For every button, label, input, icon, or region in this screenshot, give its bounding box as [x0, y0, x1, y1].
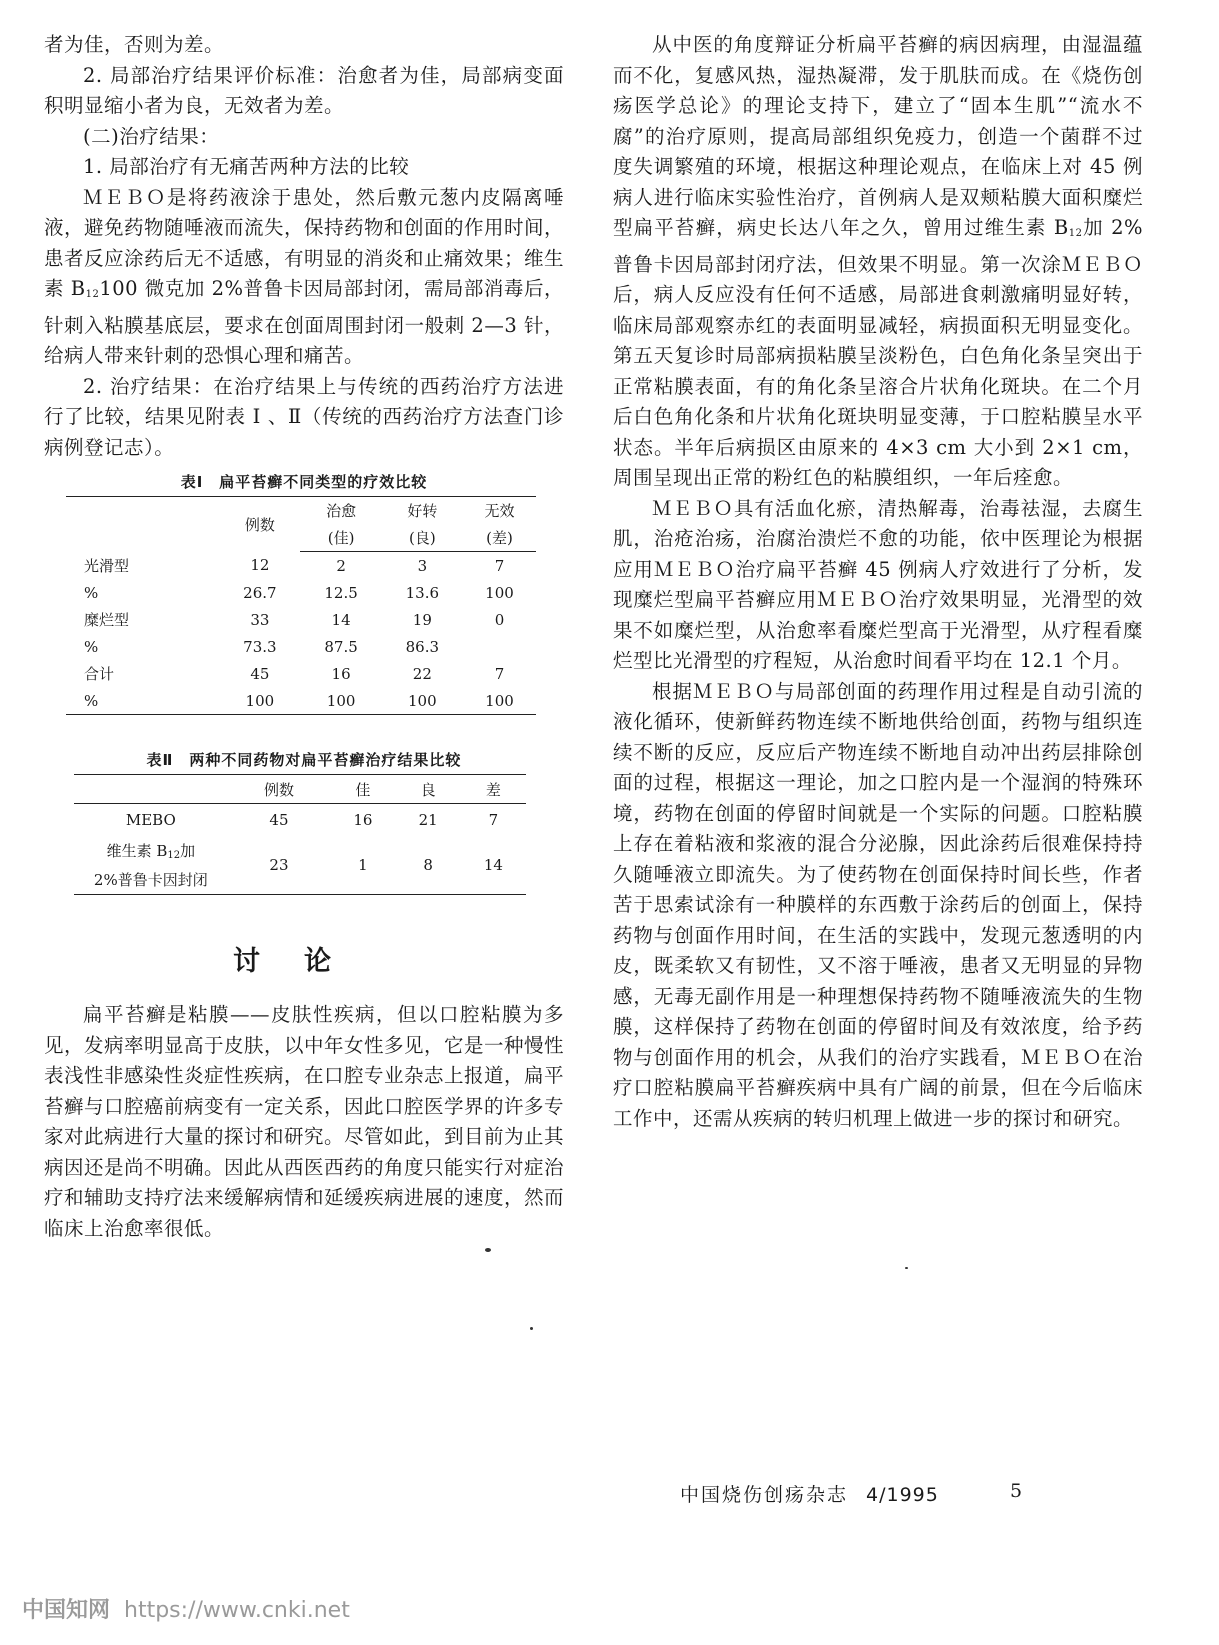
journal-footer [680, 1480, 939, 1507]
table-header-cell: 佳 [330, 775, 395, 804]
text-span: 从中医的角度辩证分析扁平苔癣的病因病理，由湿温蕴而不化，复感风热，湿热凝滞，发于肌肤而成。在《烧伤创疡医学总论》的理论支持下，建立了“固本生肌”“流水不腐”的治疗原则，提高局部组织免疫力，创造一个菌群不过度失调繁殖的环境，根据这种理论观点，在临床上对 45 例病人进行临床实验性治疗，首例病人是双颊粘膜大面积糜烂型扁平苔癣，病史长达八年之久，曾用过维生素 B [613, 33, 1143, 239]
table-header-cell: 差 [461, 775, 526, 804]
row-label [74, 836, 228, 895]
row-label: 光滑型 [84, 556, 130, 575]
table-row [66, 579, 536, 606]
right-column [613, 30, 1143, 1134]
text-span: ＭＥＢＯ是将药液涂于患处，然后敷元葱内皮隔离唾液，避免药物随唾液而流失，保持药物和创面的作用时间，患者反应涂药后无不适感，有明显的消炎和止痛效果；维生素 B [44, 185, 565, 300]
row-label: MEBO [125, 811, 176, 829]
row-label: 糜烂型 [84, 611, 130, 629]
table-cell: 14 [461, 836, 526, 895]
paragraph: 者为佳，否则为差。 [44, 33, 225, 56]
table-cell: 12.5 [324, 583, 358, 602]
table-cell: 86.3 [405, 637, 440, 656]
table-cell: 16 [353, 811, 373, 829]
scan-speck [905, 1267, 908, 1269]
watermark-brand: 中国知网 [22, 1598, 111, 1623]
table-cell: 100 [485, 583, 514, 602]
table-cell: 16 [331, 664, 351, 683]
subsection-heading: 1. 局部治疗有无痛苦两种方法的比较 [83, 155, 410, 178]
table-row [66, 606, 536, 633]
table-cell: 1 [330, 836, 395, 895]
table-cell: 7 [488, 811, 499, 829]
table-header-cell: 治愈 [300, 497, 381, 525]
text-span: 加 2%普鲁卡因局部封闭疗法，但效果不明显。第一次涂ＭＥＢＯ后，病人反应没有任何不适感，局部进食刺激痛明显好转，临床局部观察赤红的表面明显减轻，病损面积无明显变化。第五天复诊时局部病损粘膜呈淡粉色，白色角化条呈突出于正常粘膜表面，有的角化条呈溶合片状角化斑块。在二个月后白色角化条和片状角化斑块明显变薄，于口腔粘膜呈水平状态。半年后病损区由原来的 4×3 cm 大小到 2×1 cm，周围呈现出正常的粉红色的粘膜组织，一年后痊愈。 [613, 216, 1144, 489]
table-header-cell: 例数 [228, 775, 331, 804]
table-cell: 100 [382, 687, 463, 715]
row-label: 合计 [84, 665, 115, 683]
row-label: % [84, 637, 99, 656]
table-cell [463, 633, 536, 660]
scan-speck [485, 1248, 491, 1252]
journal-name: 中国烧伤创疡杂志 [680, 1484, 849, 1506]
text-span: 100 微克加 2%普鲁卡因局部封闭，需局部消毒后，针刺入粘膜基底层，要求在创面周围封闭一般刺 2—3 针，给病人带来针刺的恐惧心理和痛苦。 [44, 277, 564, 367]
table-cell: 100 [219, 687, 300, 715]
table-cell: 7 [494, 556, 505, 575]
table-row [66, 660, 536, 687]
table1 [66, 496, 536, 715]
section-heading: 讨论 [233, 946, 375, 977]
table-cell: 12 [250, 556, 270, 575]
table-row [66, 687, 536, 715]
table-header-cell: (良) [382, 524, 463, 552]
table-header-cell: 好转 [382, 497, 463, 525]
table-row [74, 804, 526, 837]
table-header-cell: 良 [395, 775, 460, 804]
text-span: 2%普鲁卡因封闭 [93, 870, 208, 889]
table-cell: 100 [300, 687, 381, 715]
text-span: 加 [180, 841, 196, 860]
table-cell: 73.3 [243, 637, 277, 656]
table-cell: 22 [412, 664, 432, 683]
table-cell: 23 [228, 836, 331, 895]
journal-issue: 4/1995 [866, 1484, 939, 1506]
paragraph [44, 183, 564, 372]
table-cell: 19 [412, 610, 432, 629]
paragraph: 2. 治疗结果：在治疗结果上与传统的西药治疗方法进行了比较，结果见附表 Ⅰ 、Ⅱ（传统的西药治疗方法查门诊病例登记志）。 [44, 374, 564, 459]
table-cell: 2 [336, 556, 346, 575]
table-row [74, 836, 526, 895]
table-header-row [74, 775, 526, 804]
table-header-cell: (佳) [300, 524, 381, 552]
table-header-cell [74, 775, 228, 804]
table-row [66, 552, 536, 580]
subscript: 12 [167, 849, 181, 861]
table-cell: 13.6 [405, 583, 440, 602]
table-header-cell: 无效 [463, 497, 536, 525]
table-cell: 100 [463, 687, 536, 715]
table-cell: 33 [250, 610, 270, 629]
row-label: % [66, 687, 219, 715]
table-cell: 45 [250, 664, 270, 683]
table-header-cell: (差) [463, 524, 536, 552]
table-row [66, 633, 536, 660]
row-label: % [84, 583, 99, 602]
table2-caption: 表Ⅱ 两种不同药物对扁平苔癣治疗结果比较 [146, 751, 462, 769]
watermark-url: https://www.cnki.net [124, 1598, 350, 1623]
table-cell: 26.7 [243, 583, 277, 602]
table1-caption: 表Ⅰ 扁平苔癣不同类型的疗效比较 [180, 473, 428, 491]
table2 [74, 774, 526, 895]
table-header-cell [66, 497, 219, 552]
left-column [44, 30, 564, 1244]
table-cell: 45 [269, 811, 289, 829]
paragraph [613, 30, 1143, 494]
page-number: 5 [1010, 1480, 1023, 1502]
table-cell: 3 [417, 556, 428, 575]
subsection-heading: (二)治疗结果： [83, 124, 220, 148]
table-cell: 0 [494, 610, 505, 629]
paragraph: 2. 局部治疗结果评价标准：治愈者为佳，局部病变面积明显缩小者为良，无效者为差。 [44, 63, 564, 117]
table-cell: 8 [395, 836, 460, 895]
watermark [22, 1593, 350, 1624]
text-span: 维生素 B [106, 841, 168, 860]
table-cell: 87.5 [324, 637, 358, 656]
table-header-cell: 例数 [219, 497, 300, 552]
subscript: 12 [1068, 228, 1083, 239]
table-cell: 21 [418, 811, 438, 829]
table-header-row [66, 497, 536, 525]
table-cell: 7 [494, 664, 505, 683]
paragraph: 扁平苔癣是粘膜——皮肤性疾病，但以口腔粘膜为多见，发病率明显高于皮肤，以中年女性多见，它是一种慢性表浅性非感染性炎症性疾病，在口腔专业杂志上报道，扁平苔癣与口腔癌前病变有一定关系，因此口腔医学界的许多专家对此病进行大量的探讨和研究。尽管如此，到目前为止其病因还是尚不明确。因此从西医西药的角度只能实行对症治疗和辅助支持疗法来缓解病情和延缓疾病进展的速度，然而临床上治愈率很低。 [44, 1003, 565, 1240]
table-cell: 14 [331, 610, 351, 629]
paragraph: ＭＥＢＯ具有活血化瘀，清热解毒，治毒祛湿，去腐生肌，治疮治疡，治腐治溃烂不愈的功能，依中医理论为根据应用ＭＥＢＯ治疗扁平苔癣 45 例病人疗效进行了分析，发现糜烂型扁平苔癣应用ＭＥＢＯ治疗效果明显，光滑型的效果不如糜烂型，从治愈率看糜烂型高于光滑型，从疗程看糜烂型比光滑型的疗程短，从治愈时间看平均在 12.1 个月。 [613, 496, 1143, 672]
scan-speck [530, 1327, 533, 1330]
paragraph: 根据ＭＥＢＯ与局部创面的药理作用过程是自动引流的液化循环，使新鲜药物连续不断地供给创面，药物与组织连续不断的反应，反应后产物连续不断地自动冲出药层排除创面的过程，根据这一理论，加之口腔内是一个湿润的特殊环境，药物在创面的停留时间就是一个实际的问题。口腔粘膜上存在着粘液和浆液的混合分泌腺，因此涂药后很难保持持久随唾液立即流失。为了使药物在创面保持时间长些，作者苦于思索试涂有一种膜样的东西敷于涂药后的创面上，保持药物与创面作用时间，在生活的实践中，发现元葱透明的内皮，既柔软又有韧性，又不溶于唾液，患者又无明显的异物感，无毒无副作用是一种理想保持药物不随唾液流失的生物膜，这样保持了药物在创面的停留时间及有效浓度，给予药物与创面作用的机会，从我们的治疗实践看，ＭＥＢＯ在治疗口腔粘膜扁平苔癣疾病中具有广阔的前景，但在今后临床工作中，还需从疾病的转归机理上做进一步的探讨和研究。 [613, 679, 1143, 1130]
subscript: 12 [85, 289, 100, 300]
